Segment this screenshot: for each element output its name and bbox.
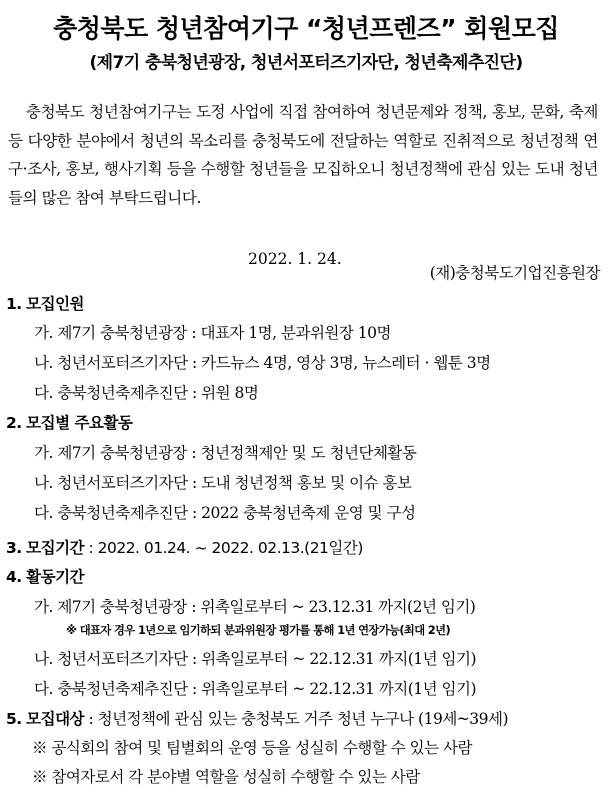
list-item: 다. 충북청년축제추진단 : 위촉일로부터 ~ 22.12.31 까지(1년 임기) [34, 680, 477, 698]
list-item: 나. 청년서포터즈기자단 : 도내 청년정책 홍보 및 이슈 홍보 [34, 474, 412, 492]
page-subtitle: (제7기 충북청년광장, 청년서포터즈기자단, 청년축제추진단) [89, 53, 523, 73]
list-item: 나. 청년서포터즈기자단 : 위촉일로부터 ~ 22.12.31 까지(1년 임기) [34, 650, 477, 668]
section-detail: : 2022. 01.24. ~ 2022. 02.13.(21일간) [84, 539, 363, 557]
section-heading-recruit-period [6, 537, 363, 559]
page-title: 충청북도 청년참여기구 “청년프렌즈” 회원모집 [53, 14, 559, 43]
list-item: 나. 청년서포터즈기자단 : 카드뉴스 4명, 영상 3명, 뉴스레터 · 웹툰 3명 [34, 354, 491, 372]
term-note: ※ 대표자 경우 1년으로 임기하되 분과위원장 평가를 통해 1년 연장가능(최대 2년) [66, 624, 451, 637]
list-item: 가. 제7기 충북청년광장 : 청년정책제안 및 도 청년단체활동 [34, 444, 417, 462]
section-title: 활동기간 [26, 568, 85, 586]
list-item: 다. 충북청년축제추진단 : 2022 충북청년축제 운영 및 구성 [34, 504, 416, 522]
intro-paragraph: 충청북도 청년참여기구는 도정 사업에 직접 참여하여 청년문제와 정책, 홍보, 문화, 축제 등 다양한 분야에서 청년의 목소리를 충청북도에 전달하는 역할로 진취적으로 청년정책 연구·조사, 홍보, 행사기획 등을 수행할 청년들을 모집하오니 청년정책에 관심 있는 도내 청년들의 많은 참여 부탁드립니다. [8, 103, 598, 207]
section-number: 1. [6, 295, 22, 313]
section-heading-eligibility [6, 708, 508, 730]
list-item: 다. 충북청년축제추진단 : 위원 8명 [34, 384, 259, 402]
section-heading-activity-period [6, 566, 84, 588]
notice-date: 2022. 1. 24. [248, 250, 342, 268]
section-number: 5. [6, 710, 22, 728]
section-number: 4. [6, 568, 22, 586]
section-detail: : 청년정책에 관심 있는 충청북도 거주 청년 누구나 (19세~39세) [84, 710, 509, 728]
section-title: 모집인원 [26, 295, 85, 313]
section-number: 2. [6, 414, 22, 432]
section-number: 3. [6, 539, 22, 557]
section-title: 모집대상 [26, 710, 85, 728]
section-heading-recruit-count [6, 293, 84, 315]
list-item: 가. 제7기 충북청년광장 : 위촉일로부터 ~ 23.12.31 까지(2년 임기) [34, 598, 476, 616]
list-item: ※ 공식회의 참여 및 팀별회의 운영 등을 성실히 수행할 수 있는 사람 [32, 739, 472, 757]
section-heading-main-activities [6, 412, 132, 434]
section-title: 모집기간 [26, 539, 85, 557]
list-item: ※ 참여자로서 각 분야별 역할을 성실히 수행할 수 있는 사람 [32, 768, 420, 786]
section-title: 모집별 주요활동 [26, 414, 133, 432]
issuing-organization: (재)충청북도기업진흥원장 [429, 264, 600, 282]
list-item: 가. 제7기 충북청년광장 : 대표자 1명, 분과위원장 10명 [34, 324, 391, 342]
